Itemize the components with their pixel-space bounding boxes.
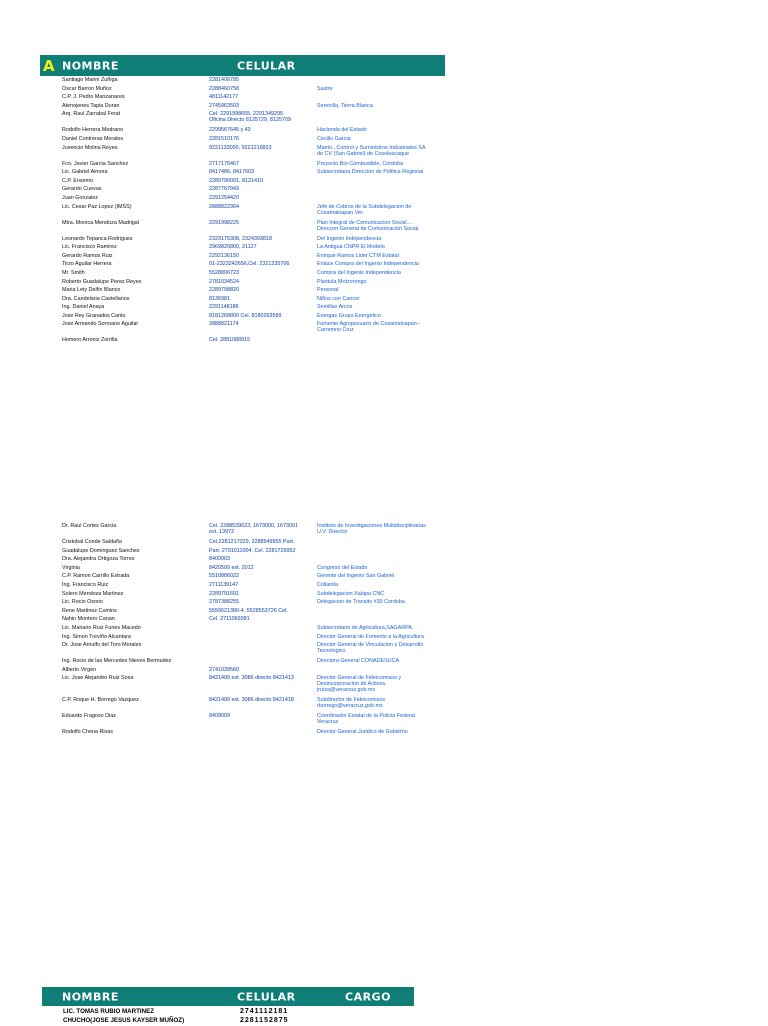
contact-name: Lic. Cesar Paz Lopez (IMSS) xyxy=(62,203,132,210)
contact-name: C.P. Ramon Carrillo Estrada xyxy=(62,573,130,580)
contact-note: Fomento Agropecuario de Cosamaloapan-- Carremno Cruz xyxy=(317,321,421,334)
contact-name: Dr. Jose Arnulfo del Toro Morales xyxy=(62,642,142,649)
table-row xyxy=(0,136,768,145)
contact-phone: 8181268800 Cel. 8180293589 xyxy=(209,312,282,319)
contact-note: Semillas Arcos xyxy=(317,304,353,311)
table-row xyxy=(0,642,768,658)
table-row xyxy=(0,321,768,337)
contact-phone: 2741039560 xyxy=(209,666,239,673)
contact-phone: 2299567645 y 43 xyxy=(209,127,251,134)
contact-phone: 2717175467 xyxy=(209,160,239,167)
table-row xyxy=(0,697,768,713)
column-header-name: NOMBRE xyxy=(62,59,119,72)
contact-note: Personal xyxy=(317,287,339,294)
contact-note: Plantula Motzorongo xyxy=(317,278,367,285)
contact-note: Coordinador Estatal de la Policia Federal Veracruz xyxy=(317,713,415,726)
contact-name: Ing. Simon Treviño Alcantara xyxy=(62,633,131,640)
contact-name: C.P. J. Pedro Manzanares xyxy=(62,94,125,101)
contact-phone: 2745963503 xyxy=(209,102,239,109)
contact-note: Congreso del Estado xyxy=(317,564,368,571)
contact-phone: 2289790091, 8121410 xyxy=(209,177,263,184)
contact-name: Ing. Francisco Ruiz xyxy=(62,581,109,588)
contact-note: Enrique Ramos Lider CTM Estatal xyxy=(317,252,399,259)
table-row xyxy=(0,77,768,86)
contact-phone: Cel. 2881088915 xyxy=(209,337,251,344)
contact-name: Jose Rey Granados Cantu xyxy=(62,312,126,319)
table-row xyxy=(0,279,768,288)
contact-name: Juan Gonzalez xyxy=(62,194,98,201)
contact-name: Lic. Gabriel Aimora xyxy=(62,169,108,176)
table-row xyxy=(0,236,768,245)
contact-name: Leonardo Tepanca Rodriguez xyxy=(62,235,133,242)
contact-name: C.P. Roque H. Borrego Vazquez xyxy=(62,697,139,704)
contact-phone: 2287767943 xyxy=(209,186,239,193)
contact-phone: 2289798820 xyxy=(209,287,239,294)
table-row xyxy=(0,591,768,600)
table-row xyxy=(0,127,768,136)
contact-name: Rodolfo Chena Rivas xyxy=(62,729,113,736)
contact-name: Ing. Rocio de las Mercedes Nieves Bermudez xyxy=(62,658,172,665)
contact-phone: 2291254420 xyxy=(209,194,239,201)
contact-name: C.P. Ensemo xyxy=(62,177,94,184)
contact-name: Dr. Raul Cortes Garcia xyxy=(62,523,117,529)
contact-phone: 01-2323242656,Cel. 2321235706 xyxy=(209,261,290,268)
contact-phone: 9221133000, 9221216823 xyxy=(209,144,272,151)
contact-name: Santiago Marini Zuñiga xyxy=(62,77,118,83)
column-header-phone: CELULAR xyxy=(237,990,296,1003)
contact-note: Sastre xyxy=(317,85,333,92)
contact-note: Subdirector de Fideicomisos rborrego@veracruz.gob.mx xyxy=(317,697,386,710)
contact-phone: 2281152875 xyxy=(240,1017,289,1024)
contact-name: Oscar Barron Muñoz xyxy=(62,85,112,92)
table-row xyxy=(0,675,768,697)
table-row xyxy=(0,523,768,539)
contact-note: Energas Grupo Energetico xyxy=(317,312,381,319)
contact-note: Jefe de Cobros de la Subdelegacion de Cosamaloapan Ver. xyxy=(317,203,412,216)
table-row xyxy=(0,608,768,617)
contact-note: Subsecretaria Direccion de Politica Regional xyxy=(317,169,424,176)
contact-phone: Cel. 2711069381 xyxy=(209,616,250,623)
contact-phone: 8136981 xyxy=(209,295,230,302)
contact-name: Rene Martinez Cumins xyxy=(62,607,117,614)
contact-note: Instituto de Investigaciones Multidisciplinarias U.V. Director xyxy=(317,523,426,535)
contact-name: Homero Arroniz Zorrilla xyxy=(62,337,118,344)
contact-name: Rodolfo Herrera Medrano xyxy=(62,127,124,134)
table-row xyxy=(0,573,768,582)
table-row xyxy=(0,111,768,127)
table-row xyxy=(0,713,768,729)
contact-note: Director General de Fomento a la Agricultura xyxy=(317,633,424,640)
contact-list-b xyxy=(0,523,768,738)
table-row xyxy=(0,145,768,161)
contact-phone: 5510886022 xyxy=(209,573,239,580)
contact-phone: 8409009 xyxy=(209,713,230,720)
column-header-role: CARGO xyxy=(345,990,391,1003)
contact-name: Eduardo Fragoso Diaz xyxy=(62,713,116,720)
table-row xyxy=(0,634,768,643)
contact-note: Cecilio Garcia xyxy=(317,135,351,142)
table-row xyxy=(0,556,768,565)
contact-name: Arq. Raul Zarrabal Ferat xyxy=(62,111,121,118)
contact-note: Directora General CONADESUCA xyxy=(317,658,400,665)
contact-note: Enlace Compra del Ingenio Independencia xyxy=(317,261,419,268)
contact-note: La Antigua CNPR El Modelo xyxy=(317,244,385,251)
contact-name: Lic. Mariano Ruiz Funes Macedo xyxy=(62,624,141,631)
table-row xyxy=(0,253,768,262)
contact-note: Collantla xyxy=(317,581,338,588)
contact-phone: 8417486, 8417603 xyxy=(209,169,254,176)
table-row xyxy=(0,296,768,305)
contact-phone: 8421400 ext. 3086 directo 8421413 xyxy=(209,675,294,682)
contact-note: Niños con Cancer xyxy=(317,295,360,302)
contact-phone: 2291998225 xyxy=(209,219,239,226)
table-row xyxy=(0,313,768,322)
table-row xyxy=(0,103,768,112)
contact-name: Lic. Jose Alejandro Ruiz Sosa xyxy=(62,675,134,682)
section-letter: A xyxy=(43,56,56,75)
contact-phone: 2969820800, 21127 xyxy=(209,244,257,251)
contact-note: Director General de Vinculacion y Desarrollo Tecnologico xyxy=(317,642,424,655)
contact-name: Solero Mendoza Martinez xyxy=(62,590,124,597)
contact-note: Subsecretario de Agricultura,SAGARPA. xyxy=(317,624,414,631)
contact-name: Maria Lety Delfin Blanco xyxy=(62,287,121,294)
contact-note: Director General de Fideicomisos y Desincorporacion de Activos. jruiza@veracruz.gob.mx xyxy=(317,675,402,694)
table-row xyxy=(0,616,768,625)
contact-name: Mtra. Monica Mendoza Madrigal xyxy=(62,219,139,226)
table-row xyxy=(0,161,768,170)
contact-name: Alberto Virgen xyxy=(62,666,97,673)
contact-phone: 2323175308, 2324393818 xyxy=(209,235,272,242)
contact-name: Gerardo Ramos Ruiz xyxy=(62,252,113,259)
section-c-header xyxy=(42,987,414,1006)
contact-name: Guadalupe Dominguez Sanchez xyxy=(62,547,140,554)
contact-name: Lic. Francisco Ramirez xyxy=(62,244,117,251)
table-row xyxy=(0,220,768,236)
contact-note: Delegacion de Transito #30 Cordoba xyxy=(317,599,405,606)
contact-phone: 5550621380-4, 5528553726 Cel. xyxy=(209,607,288,614)
contact-phone: 4811142177 xyxy=(209,94,239,101)
table-row xyxy=(0,186,768,195)
contact-name: Roberto Guadalupe Perez Reyes xyxy=(62,278,142,285)
contact-note: Serenilla, Tierra Blanca xyxy=(317,102,373,109)
contact-note: Director General Juridico de Gobierno xyxy=(317,729,408,736)
contact-name: Jose Armando Sorroano Aguilar xyxy=(62,321,139,328)
contact-name: Fco. Javier Garcia Sanchez xyxy=(62,160,129,167)
contact-phone: 5528806723 xyxy=(209,269,239,276)
contact-name: Dra. Candelaria Castellanos xyxy=(62,295,130,302)
contact-phone: 2711139147 xyxy=(209,581,239,588)
section-a-header xyxy=(40,55,445,76)
contact-note: Manto., Control y Suministros Industriales SA de CV (San Gabriel) de Cosoleacaque xyxy=(317,144,426,157)
table-row xyxy=(0,548,768,557)
table-row xyxy=(0,195,768,204)
table-row xyxy=(0,658,768,667)
contact-name: Juvencio Molina Reyes xyxy=(62,144,118,151)
contact-list-a xyxy=(0,77,768,346)
contact-note: Del Ingenio Independencia xyxy=(317,235,382,242)
contact-phone: 2741112181 xyxy=(240,1008,289,1015)
table-row xyxy=(0,1008,768,1017)
contact-name: Gerardo Cuevas xyxy=(62,186,102,193)
contact-phone: Cel. 2291998655, 2291349295 Oficina Directo 8125729, 8125709 xyxy=(209,111,291,124)
contact-name: Tirzo Aguilar Herrera xyxy=(62,261,112,268)
contact-phone: 8420500 ext. 2012 xyxy=(209,564,254,571)
contact-name: Dra. Alejandra Ortigoza Torres xyxy=(62,556,135,563)
table-row xyxy=(0,178,768,187)
contact-phone: Cel. 2288539623, 1673000, 1673001 ext. 13972 xyxy=(209,523,299,535)
contact-phone: 2291148186 xyxy=(209,304,239,311)
contact-name: Lic. Rocio Osorio xyxy=(62,599,104,606)
contact-note: Hacienda del Estado xyxy=(317,127,367,134)
contact-phone: Cel.2281217029, 2288549955 Part. xyxy=(209,539,295,545)
table-row xyxy=(0,1017,768,1026)
contact-note: Compra del Ingenio Independencia xyxy=(317,269,401,276)
contact-phone: 2888821174 xyxy=(209,321,239,328)
table-row xyxy=(0,86,768,95)
table-row xyxy=(0,169,768,178)
column-header-name: NOMBRE xyxy=(62,990,119,1003)
contact-phone: 8400003 xyxy=(209,556,230,563)
table-row xyxy=(0,304,768,313)
contact-note: Plan Integral de Comunicacion Social.... Direccon General de Comunicación Social. xyxy=(317,219,420,232)
table-row xyxy=(0,94,768,103)
contact-phone: 2787388255 xyxy=(209,599,239,606)
contact-note: Subdelegacion Xalapa CNC xyxy=(317,590,385,597)
table-row xyxy=(0,625,768,634)
contact-phone: 2288460758 xyxy=(209,85,239,92)
table-row xyxy=(0,261,768,270)
table-row xyxy=(0,582,768,591)
contact-note: Proyecto Bio-Combustible, Cordoba xyxy=(317,160,403,167)
contact-name: Ing. Daniel Anaya xyxy=(62,304,105,311)
contact-name: Nahin Montero Canan xyxy=(62,616,115,623)
table-row xyxy=(0,244,768,253)
contact-phone: Part. 2791011004. Cel. 2281729952 xyxy=(209,547,296,554)
table-row xyxy=(0,270,768,279)
table-row xyxy=(0,729,768,738)
contact-name: LIC. TOMAS RUBIO MARTINEZ xyxy=(63,1008,154,1015)
contact-name: Virginia xyxy=(62,564,80,571)
column-header-phone: CELULAR xyxy=(237,59,296,72)
contact-name: Mr. Smith xyxy=(62,269,85,276)
table-row xyxy=(0,204,768,220)
contact-phone: 2888822364 xyxy=(209,203,239,210)
contact-name: Atenojenes Tapia Duran xyxy=(62,102,120,109)
contact-note: Gerente del Ingenio San Gabriel xyxy=(317,573,395,580)
contact-phone: 2289791691 xyxy=(209,590,239,597)
table-row xyxy=(0,599,768,608)
contact-name: CHUCHO(JOSE JESUS KAYSER MUÑOZ) xyxy=(63,1017,185,1024)
contact-list-c xyxy=(0,1008,768,1026)
table-row xyxy=(0,337,768,346)
contact-phone: 2292136150 xyxy=(209,252,239,259)
contact-name: Cristobal Conde Saldaña xyxy=(62,539,122,545)
table-row xyxy=(0,287,768,296)
table-row xyxy=(0,565,768,574)
contact-phone: 8421400 ext. 3086 directo 8421418 xyxy=(209,697,294,704)
contact-phone: 2281510176 xyxy=(209,135,239,142)
contact-phone: 2281406785 xyxy=(209,77,239,83)
table-row xyxy=(0,539,768,548)
contact-name: Daniel Contreras Morales xyxy=(62,135,124,142)
contact-phone: 2781034524 xyxy=(209,278,239,285)
table-row xyxy=(0,667,768,676)
